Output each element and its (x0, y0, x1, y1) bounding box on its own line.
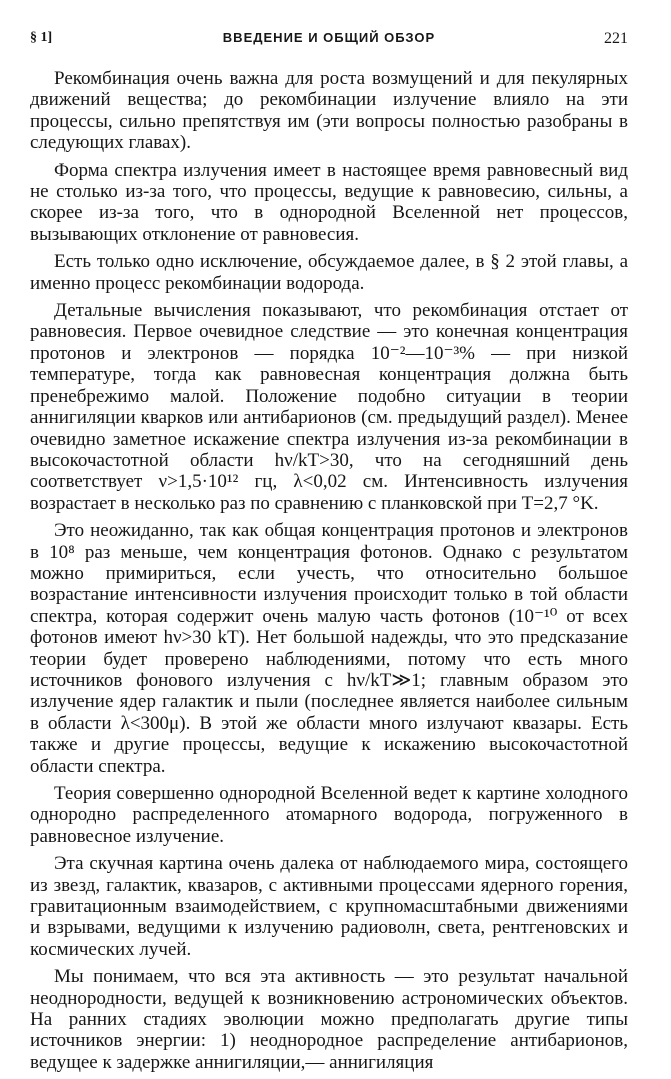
page-body (30, 68, 628, 1073)
paragraph-spectrum-form: Форма спектра излучения имеет в настоящее время равновесный вид не столько из-за того, что процессы, ведущие к равновесию, сильны, а скорее из-за того, что в однородной Вселенной нет процессов, вызывающих отклонение от равновесия. (30, 159, 628, 245)
paragraph-boring-picture: Эта скучная картина очень далека от наблюдаемого мира, состоящего из звезд, галактик, квазаров, с активными процессами ядерного горения, гравитационным взаимодействием, с крупномасштабными движениями и взрывами, ведущими к излучению радиоволн, света, рентгеновских и космических лучей. (30, 853, 628, 960)
paragraph-detailed-calculations: Детальные вычисления показывают, что рекомбинация отстает от равновесия. Первое очевидное следствие — это конечная концентрация протонов и электронов — порядка 10⁻²—10⁻³% — при низкой температуре, тогда как равновесная концентрация должна быть пренебрежимо малой. Положение подобно ситуации в теории аннигиляции кварков или антибарионов (см. предыдущий раздел). Менее очевидно заметное искажение спектра излучения из-за рекомбинации в высокочастотной области hν/kT>30, что на сегодняшний день соответствует ν>1,5·10¹² гц, λ<0,02 см. Интенсивность излучения возрастает в несколько раз по сравнению с планковской при T=2,7 °K. (30, 300, 628, 514)
running-header (30, 24, 628, 56)
book-page (30, 24, 628, 1079)
section-marker: § 1] (30, 30, 53, 45)
paragraph-exception: Есть только одно исключение, обсуждаемое далее, в § 2 этой главы, а именно процесс рекомбинации водорода. (30, 251, 628, 294)
paragraph-activity: Мы понимаем, что вся эта активность — это результат начальной неоднородности, ведущей к возникновению астрономических объектов. На ранних стадиях эволюции можно предполагать другие типы источников энергии: 1) неоднородное распределение антибарионов, ведущее к задержке аннигиляции,— аннигиляция (30, 966, 628, 1073)
paragraph-recombination: Рекомбинация очень важна для роста возмущений и для пекулярных движений вещества; до рекомбинации излучение влияло на эти процессы, сильно препятствуя им (эти вопросы полностью разобраны в следующих главах). (30, 68, 628, 154)
paragraph-unexpected: Это неожиданно, так как общая концентрация протонов и электронов в 10⁸ раз меньше, чем концентрация фотонов. Однако с результатом можно примириться, если учесть, что относительно большое возрастание интенсивности излучения происходит только в той области спектра, которая содержит очень малую часть фотонов (10⁻¹⁰ от всех фотонов имеют hν>30 kT). Нет большой надежды, что это предсказание теории будет проверено наблюдениями, потому что есть много источников фонового излучения с hν/kT≫1; главным образом это излучение ядер галактик и пыли (последнее является наиболее сильным в области λ<300μ). В этой же области много излучают квазары. Есть также и другие процессы, ведущие к искажению высокочастотной области спектра. (30, 520, 628, 777)
page-number: 221 (604, 30, 628, 47)
chapter-title: ВВЕДЕНИЕ И ОБЩИЙ ОБЗОР (222, 30, 436, 45)
paragraph-homogeneous-theory: Теория совершенно однородной Вселенной ведет к картине холодного однородно распределенного атомарного водорода, погруженного в равновесное излучение. (30, 783, 628, 847)
